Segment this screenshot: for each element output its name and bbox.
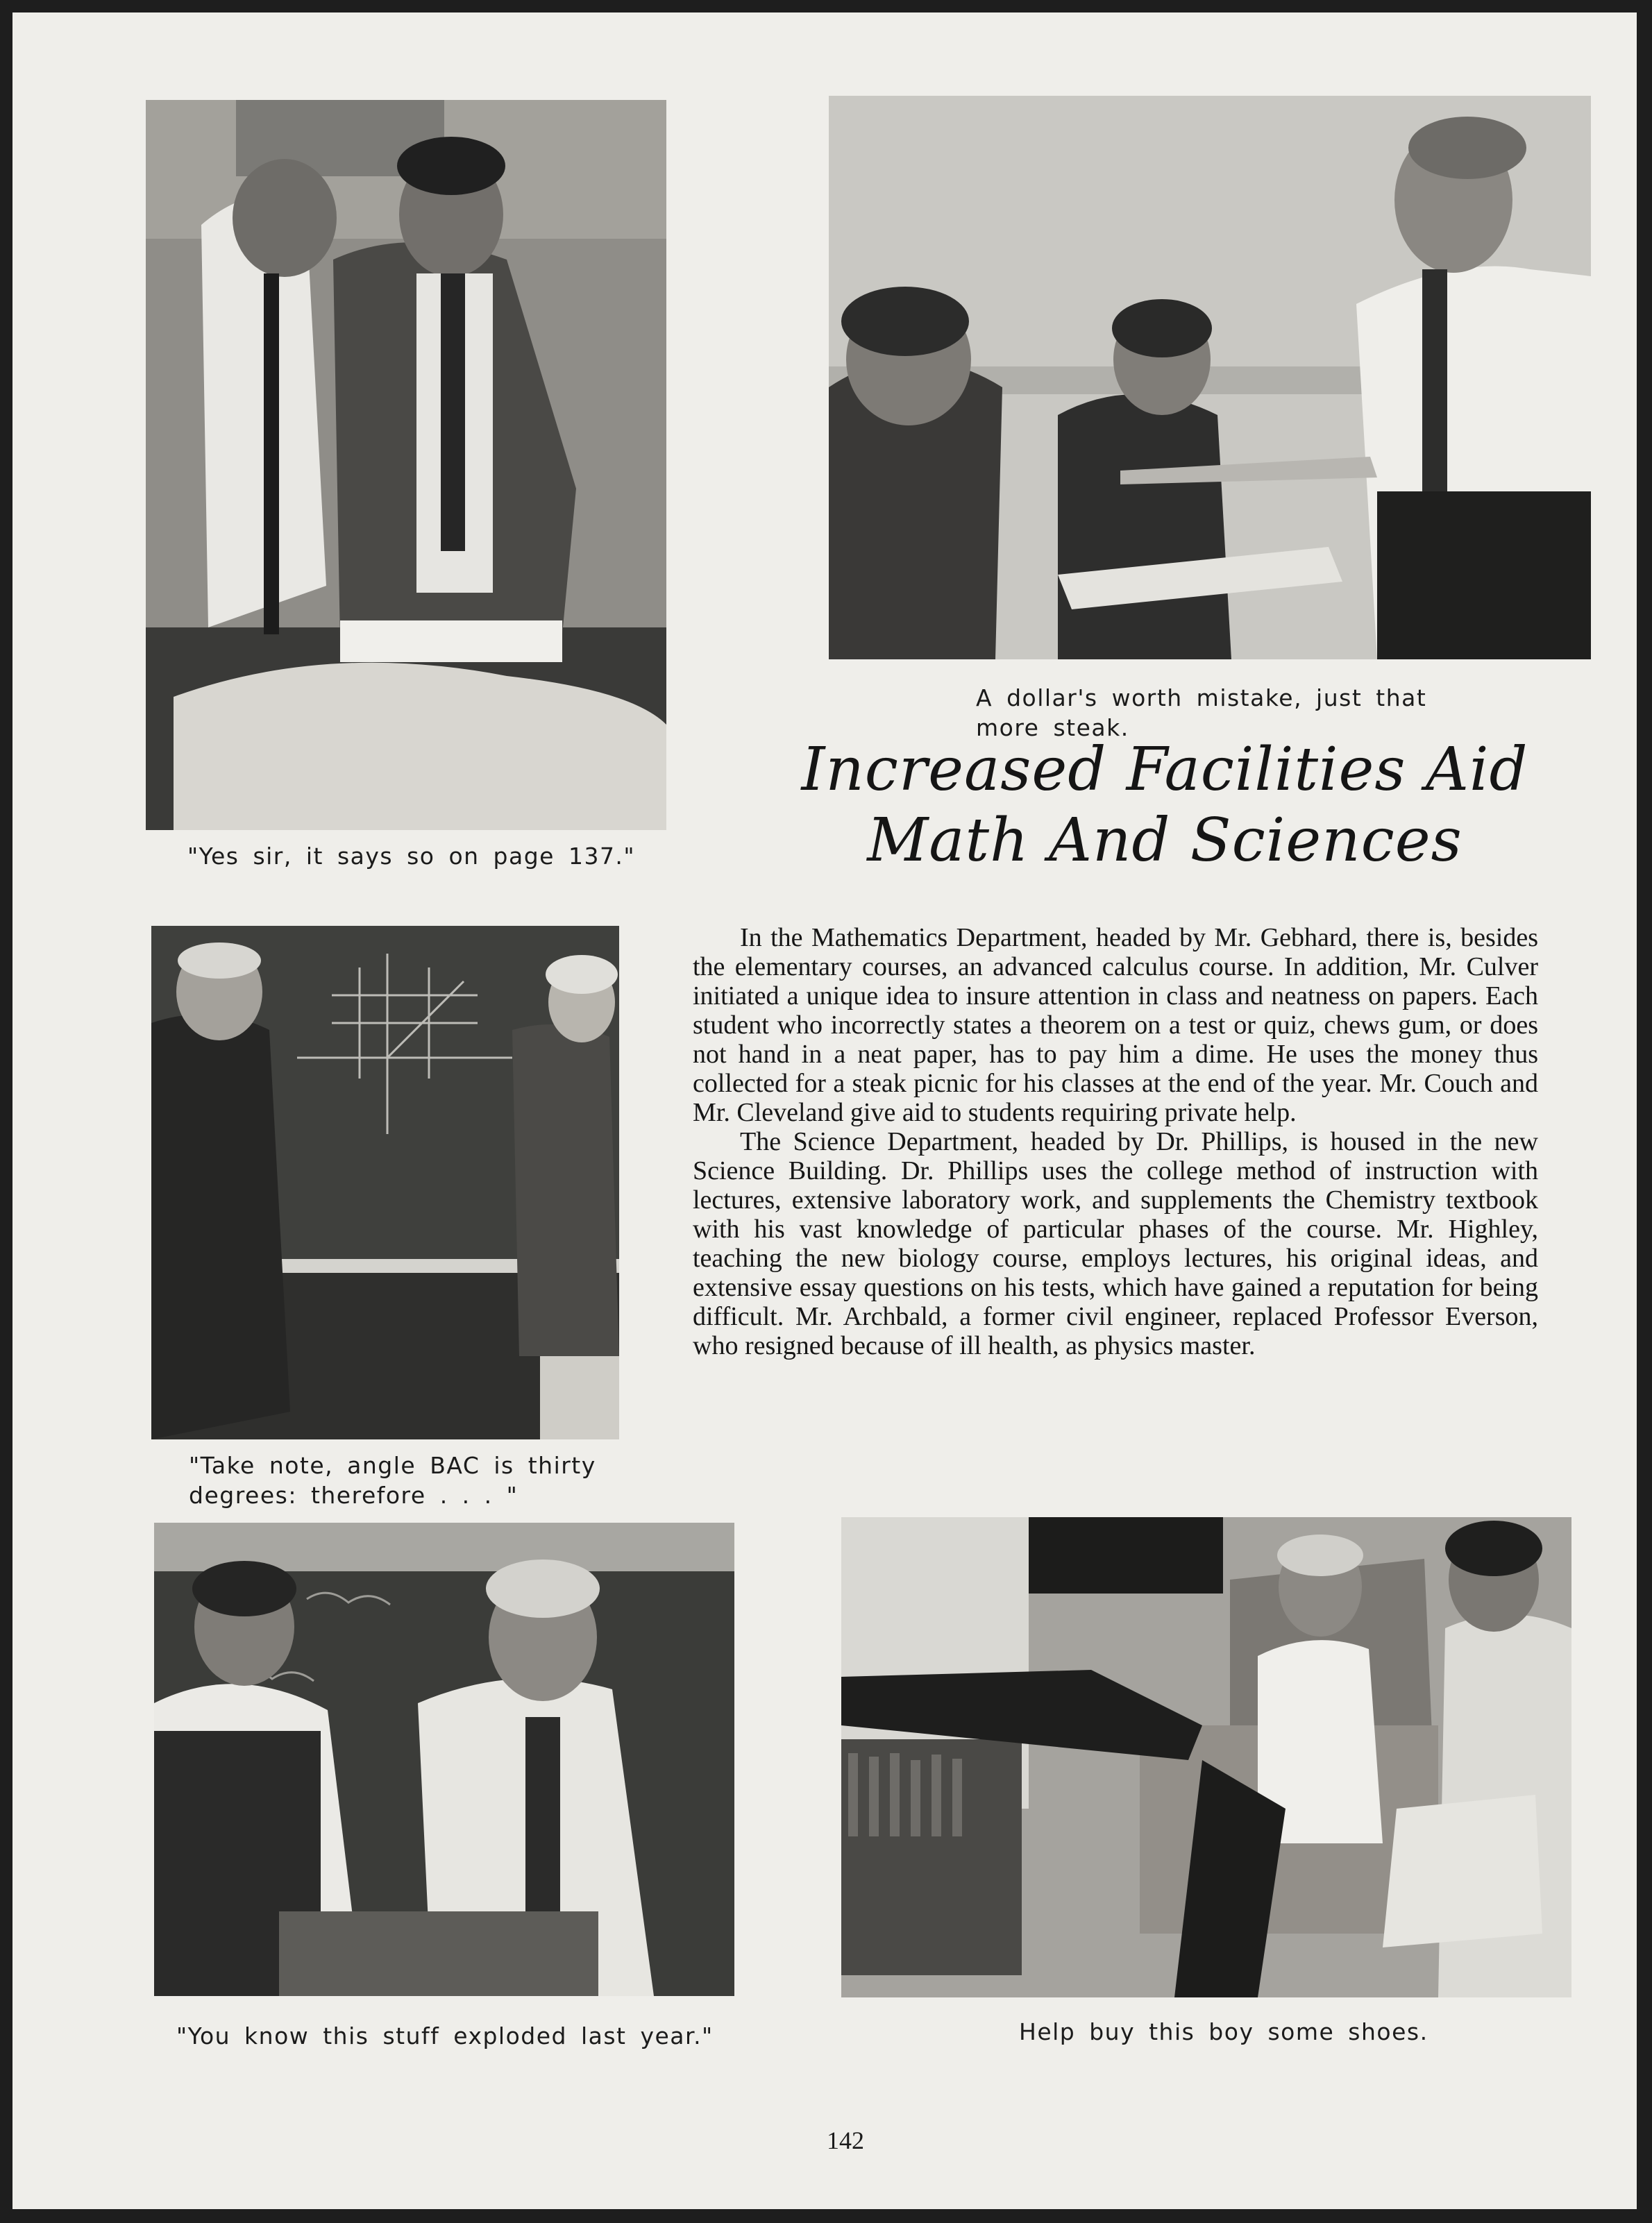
photo-teacher-collecting-dime — [829, 96, 1591, 659]
photo-teacher-at-blackboard — [151, 926, 619, 1439]
photo-caption-chemistry-lab: "You know this stuff exploded last year." — [176, 2022, 714, 2049]
photo-chemistry-lab — [154, 1523, 734, 1996]
photo-caption-student-in-armchair: Help buy this boy some shoes. — [1019, 2018, 1428, 2045]
article-paragraph-mathematics: In the Mathematics Department, headed by Mr. Gebhard, there is, besides the elementary courses, an advanced calculus course. In addition, Mr. Culver initiated a unique idea to insure attention in class and neatness on papers. Each student who incorrectly states a theorem on a test or quiz, chews gum, or does not hand in a neat paper, has to pay him a dime. He uses the money thus collected for a steak picnic for his classes at the end of the year. Mr. Couch and Mr. Cleveland give aid to students requiring private help. — [693, 923, 1538, 1127]
headline-line-1: Increased Facilities Aid — [801, 735, 1528, 804]
article-body — [693, 923, 1538, 1360]
photo-caption-students-reading-book: "Yes sir, it says so on page 137." — [187, 843, 636, 870]
photo-student-in-armchair — [841, 1517, 1571, 1997]
yearbook-page — [12, 12, 1637, 2209]
article-headline — [790, 734, 1540, 876]
headline-line-2: Math And Sciences — [867, 806, 1463, 875]
photo-students-reading-book — [146, 100, 666, 830]
article-paragraph-science: The Science Department, headed by Dr. Phillips, is housed in the new Science Building. Dr. Phillips uses the college method of instruction with lectures, extensive laboratory work, and supplements the Chemistry textbook with his vast knowledge of particular phases of the course. Mr. Highley, teaching the new biology course, employs lectures, his original ideas, and extensive essay questions on his tests, which have gained a reputation for being difficult. Mr. Archbald, a former civil engineer, replaced Professor Everson, who resigned because of ill health, as physics master. — [693, 1127, 1538, 1360]
photo-caption-teacher-at-blackboard: "Take note, angle BAC is thirty degrees: therefore . . . " — [189, 1452, 596, 1509]
photo-caption-teacher-collecting-dime: A dollar's worth mistake, just that more steak. — [976, 684, 1427, 741]
page-number: 142 — [827, 2127, 864, 2154]
